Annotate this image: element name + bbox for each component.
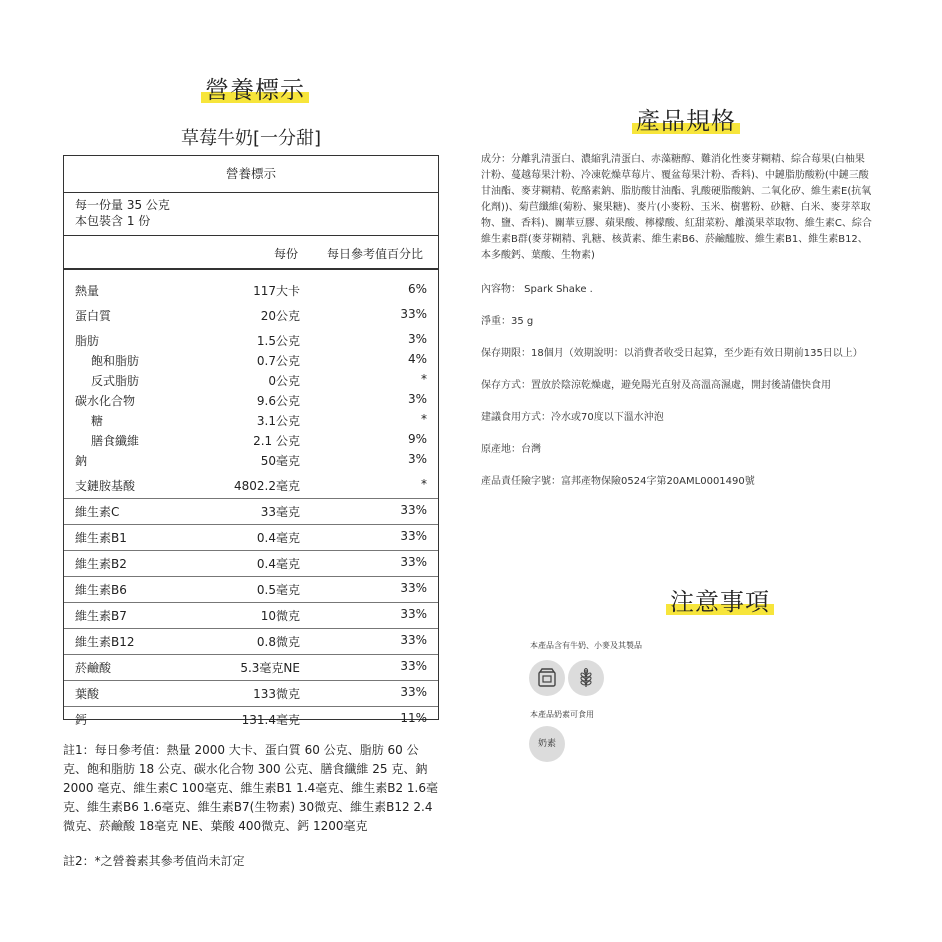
table-row [64, 498, 438, 524]
nutrient-name: 鈣 [75, 713, 88, 727]
nutrient-amount: 117大卡 [253, 284, 300, 298]
nutrient-name: 碳水化合物 [75, 394, 136, 408]
table-row [64, 706, 438, 732]
nutrient-name: 蛋白質 [75, 309, 112, 323]
spec-net-weight: 淨重：35 g [481, 316, 534, 327]
column-headers [64, 236, 438, 269]
nutrient-amount: 131.4毫克 [241, 713, 300, 727]
table-row [64, 303, 438, 328]
nutrient-percent: 11% [400, 711, 427, 725]
nutrient-percent: 33% [400, 685, 427, 699]
care-heading: 注意事項 [670, 582, 770, 617]
nutrient-name: 反式脂肪 [91, 374, 140, 388]
nutrient-amount: 33毫克 [260, 505, 300, 519]
nutrition-heading: 營養標示 [205, 70, 305, 105]
table-row [64, 576, 438, 602]
nutrient-amount: 0.5毫克 [256, 583, 300, 597]
table-row [64, 328, 438, 348]
nutrient-name: 飽和脂肪 [91, 354, 140, 368]
nutrient-name: 糖 [91, 414, 104, 428]
spec-section [481, 152, 873, 506]
serving-info [64, 193, 438, 236]
spec-heading: 產品規格 [636, 101, 736, 136]
nutrient-amount: 3.1公克 [256, 414, 300, 428]
nutrient-percent: 9% [407, 432, 427, 446]
col-amount-header: 每份 [274, 247, 299, 261]
table-row [64, 550, 438, 576]
table-row [64, 628, 438, 654]
table-row [64, 602, 438, 628]
nutrient-name: 維生素C [75, 505, 120, 519]
dairy-vegetarian-badge: 奶素 [529, 726, 565, 762]
nutrient-percent: 33% [400, 659, 427, 673]
nutrient-name: 鈉 [75, 454, 88, 468]
nutrient-percent: 33% [400, 503, 427, 517]
nutrient-name: 維生素B2 [75, 557, 127, 571]
nutrient-amount: 0.7公克 [256, 354, 300, 368]
nutrient-name: 熱量 [75, 284, 100, 298]
nutrient-percent: 33% [400, 581, 427, 595]
note-reference-values: 註1：每日參考值：熱量 2000 大卡、蛋白質 60 公克、脂肪 60 公克、飽和脂肪 18 公克、碳水化合物 300 公克、膳食纖維 25 克、鈉 2000 毫克、維生素C 100毫克、維生素B1 1.4毫克、維生素B2 1.6毫克、維生素B6 1.6毫克、維生素B7(生物素) 30微克、維生素B12 2.4微克、菸鹼酸 18毫克 NE、葉酸 400微克、鈣 1200毫克 [63, 743, 438, 833]
table-header: 營養標示 [64, 156, 438, 193]
spec-usage: 建議食用方式：冷水或70度以下溫水沖泡 [481, 412, 664, 423]
nutrient-percent: 4% [407, 352, 427, 366]
spec-contents: 內容物： Spark Shake . [481, 284, 593, 295]
table-row [64, 388, 438, 408]
nutrient-name: 葉酸 [75, 687, 100, 701]
nutrient-amount: 0.4毫克 [256, 531, 300, 545]
spec-ingredients: 成分：分離乳清蛋白、濃縮乳清蛋白、赤藻糖醇、難消化性麥芽糊精、綜合莓果(白柚果汁粉、蔓越莓果汁粉、冷凍乾燥草莓片、覆盆莓果汁粉、香料)、中鏈脂肪酸粉(中鏈三酸甘油酯、麥芽糊精、乾酪素鈉、脂肪酸甘油酯、乳酸硬脂酸鈉、二氧化矽、維生素E(抗氧化劑))、菊苣纖維(菊粉、聚果糖)、麥片(小麥粉、玉米、樹薯粉、砂糖、白米、麥芽萃取物、鹽、香料)、關華豆膠、蘋果酸、檸檬酸、紅甜菜粉、離漢果萃取物、維生素C、綜合維生素B群(麥芽糊精、乳糖、核黃素、維生素B6、菸鹼醯胺、維生素B1、維生素B12、本多酸鈣、葉酸、生物素) [481, 154, 872, 261]
nutrient-rows [64, 269, 438, 732]
nutrient-name: 支鏈胺基酸 [75, 479, 136, 493]
nutrient-amount: 5.3毫克NE [240, 661, 300, 675]
nutrition-table [63, 155, 439, 727]
nutrient-amount: 133微克 [253, 687, 300, 701]
table-row [64, 278, 438, 303]
nutrient-amount: 50毫克 [260, 454, 300, 468]
nutrient-amount: 1.5公克 [256, 334, 300, 348]
spec-insurance: 產品責任險字號：富邦產物保險0524字第20AML0001490號 [481, 476, 755, 487]
nutrient-percent: * [421, 412, 427, 426]
table-row [64, 348, 438, 368]
nutrient-percent: 33% [400, 607, 427, 621]
spec-shelf-life: 保存期限：18個月（效期說明：以消費者收受日起算，至少距有效日期前135日以上） [481, 348, 863, 359]
nutrient-amount: 2.1 公克 [253, 434, 300, 448]
note-undefined-values: 註2：*之營養素其參考值尚未訂定 [63, 854, 245, 868]
nutrient-name: 維生素B7 [75, 609, 127, 623]
serving-size: 每一份量 35 公克 [75, 198, 170, 212]
nutrient-percent: 33% [400, 633, 427, 647]
nutrient-name: 維生素B12 [75, 635, 135, 649]
table-row [64, 654, 438, 680]
nutrient-name: 菸鹼酸 [75, 661, 112, 675]
nutrient-amount: 0.8微克 [256, 635, 300, 649]
nutrient-percent: 33% [400, 555, 427, 569]
nutrient-percent: 3% [407, 392, 427, 406]
nutrient-percent: 33% [400, 307, 427, 321]
spec-storage: 保存方式：置放於陰涼乾燥處，避免陽光直射及高溫高濕處，開封後請儘快食用 [481, 380, 831, 391]
spec-origin: 原產地：台灣 [481, 444, 541, 455]
milk-carton-icon [529, 660, 565, 696]
nutrient-amount: 10微克 [260, 609, 300, 623]
nutrient-percent: 33% [400, 529, 427, 543]
table-row [64, 428, 438, 448]
nutrient-amount: 20公克 [260, 309, 300, 323]
nutrient-percent: * [421, 477, 427, 491]
nutrient-amount: 0.4毫克 [256, 557, 300, 571]
table-row [64, 524, 438, 550]
table-row [64, 680, 438, 706]
table-row [64, 368, 438, 388]
col-percent-header: 每日參考值百分比 [327, 247, 424, 261]
table-row [64, 448, 438, 473]
nutrient-percent: 3% [407, 452, 427, 466]
nutrient-amount: 0公克 [268, 374, 300, 388]
nutrient-name: 維生素B1 [75, 531, 127, 545]
servings-per-package: 本包裝含 1 份 [75, 214, 151, 228]
nutrient-name: 膳食纖維 [91, 434, 140, 448]
table-row [64, 408, 438, 428]
nutrient-amount: 4802.2毫克 [234, 479, 300, 493]
table-row [64, 473, 438, 498]
nutrient-percent: 6% [407, 282, 427, 296]
dairy-label: 本產品奶素可食用 [530, 710, 594, 719]
product-name: 草莓牛奶[一分甜] [180, 128, 322, 149]
nutrient-percent: * [421, 372, 427, 386]
allergen-label: 本產品含有牛奶、小麥及其製品 [530, 641, 642, 650]
wheat-icon [568, 660, 604, 696]
nutrient-percent: 3% [407, 332, 427, 346]
nutrient-name: 脂肪 [75, 334, 100, 348]
nutrient-amount: 9.6公克 [256, 394, 300, 408]
nutrient-name: 維生素B6 [75, 583, 127, 597]
